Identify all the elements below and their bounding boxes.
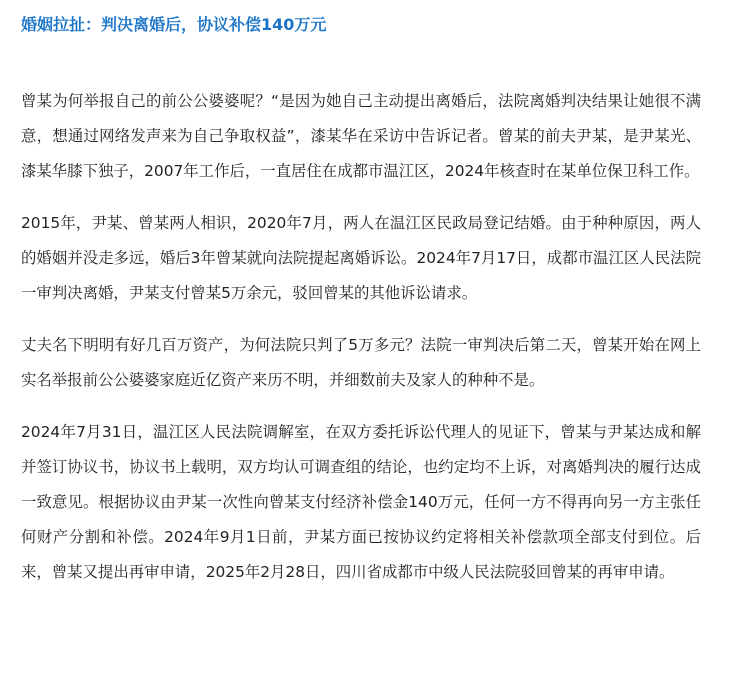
article-paragraph-1: 曾某为何举报自己的前公公婆婆呢？“是因为她自己主动提出离婚后，法院离婚判决结果让她很不满意，想通过网络发声来为自己争取权益”，漆某华在采访中告诉记者。曾某的前夫尹某，是尹某光、漆某华膝下独子，2007年工作后，一直居住在成都市温江区，2024年核查时在某单位保卫科工作。 <box>21 92 701 180</box>
article-section-title: 婚姻拉扯：判决离婚后，协议补偿140万元 <box>21 15 327 34</box>
article-paragraph-3: 丈夫名下明明有好几百万资产，为何法院只判了5万多元？法院一审判决后第二天，曾某开始在网上实名举报前公公婆婆家庭近亿资产来历不明，并细数前夫及家人的种种不是。 <box>21 336 701 389</box>
article-paragraph-2: 2015年，尹某、曾某两人相识，2020年7月，两人在温江区民政局登记结婚。由于种种原因，两人的婚姻并没走多远，婚后3年曾某就向法院提起离婚诉讼。2024年7月17日，成都市温江区人民法院一审判决离婚，尹某支付曾某5万余元，驳回曾某的其他诉讼请求。 <box>21 214 701 302</box>
article-paragraph-4: 2024年7月31日，温江区人民法院调解室，在双方委托诉讼代理人的见证下，曾某与尹某达成和解并签订协议书，协议书上载明，双方均认可调查组的结论，也约定均不上诉，对离婚判决的履行达成一致意见。根据协议由尹某一次性向曾某支付经济补偿金140万元，任何一方不得再向另一方主张任何财产分割和补偿。2024年9月1日前，尹某方面已按协议约定将相关补偿款项全部支付到位。后来，曾某又提出再审申请，2025年2月28日，四川省成都市中级人民法院驳回曾某的再审申请。 <box>21 423 701 581</box>
article <box>21 12 701 607</box>
